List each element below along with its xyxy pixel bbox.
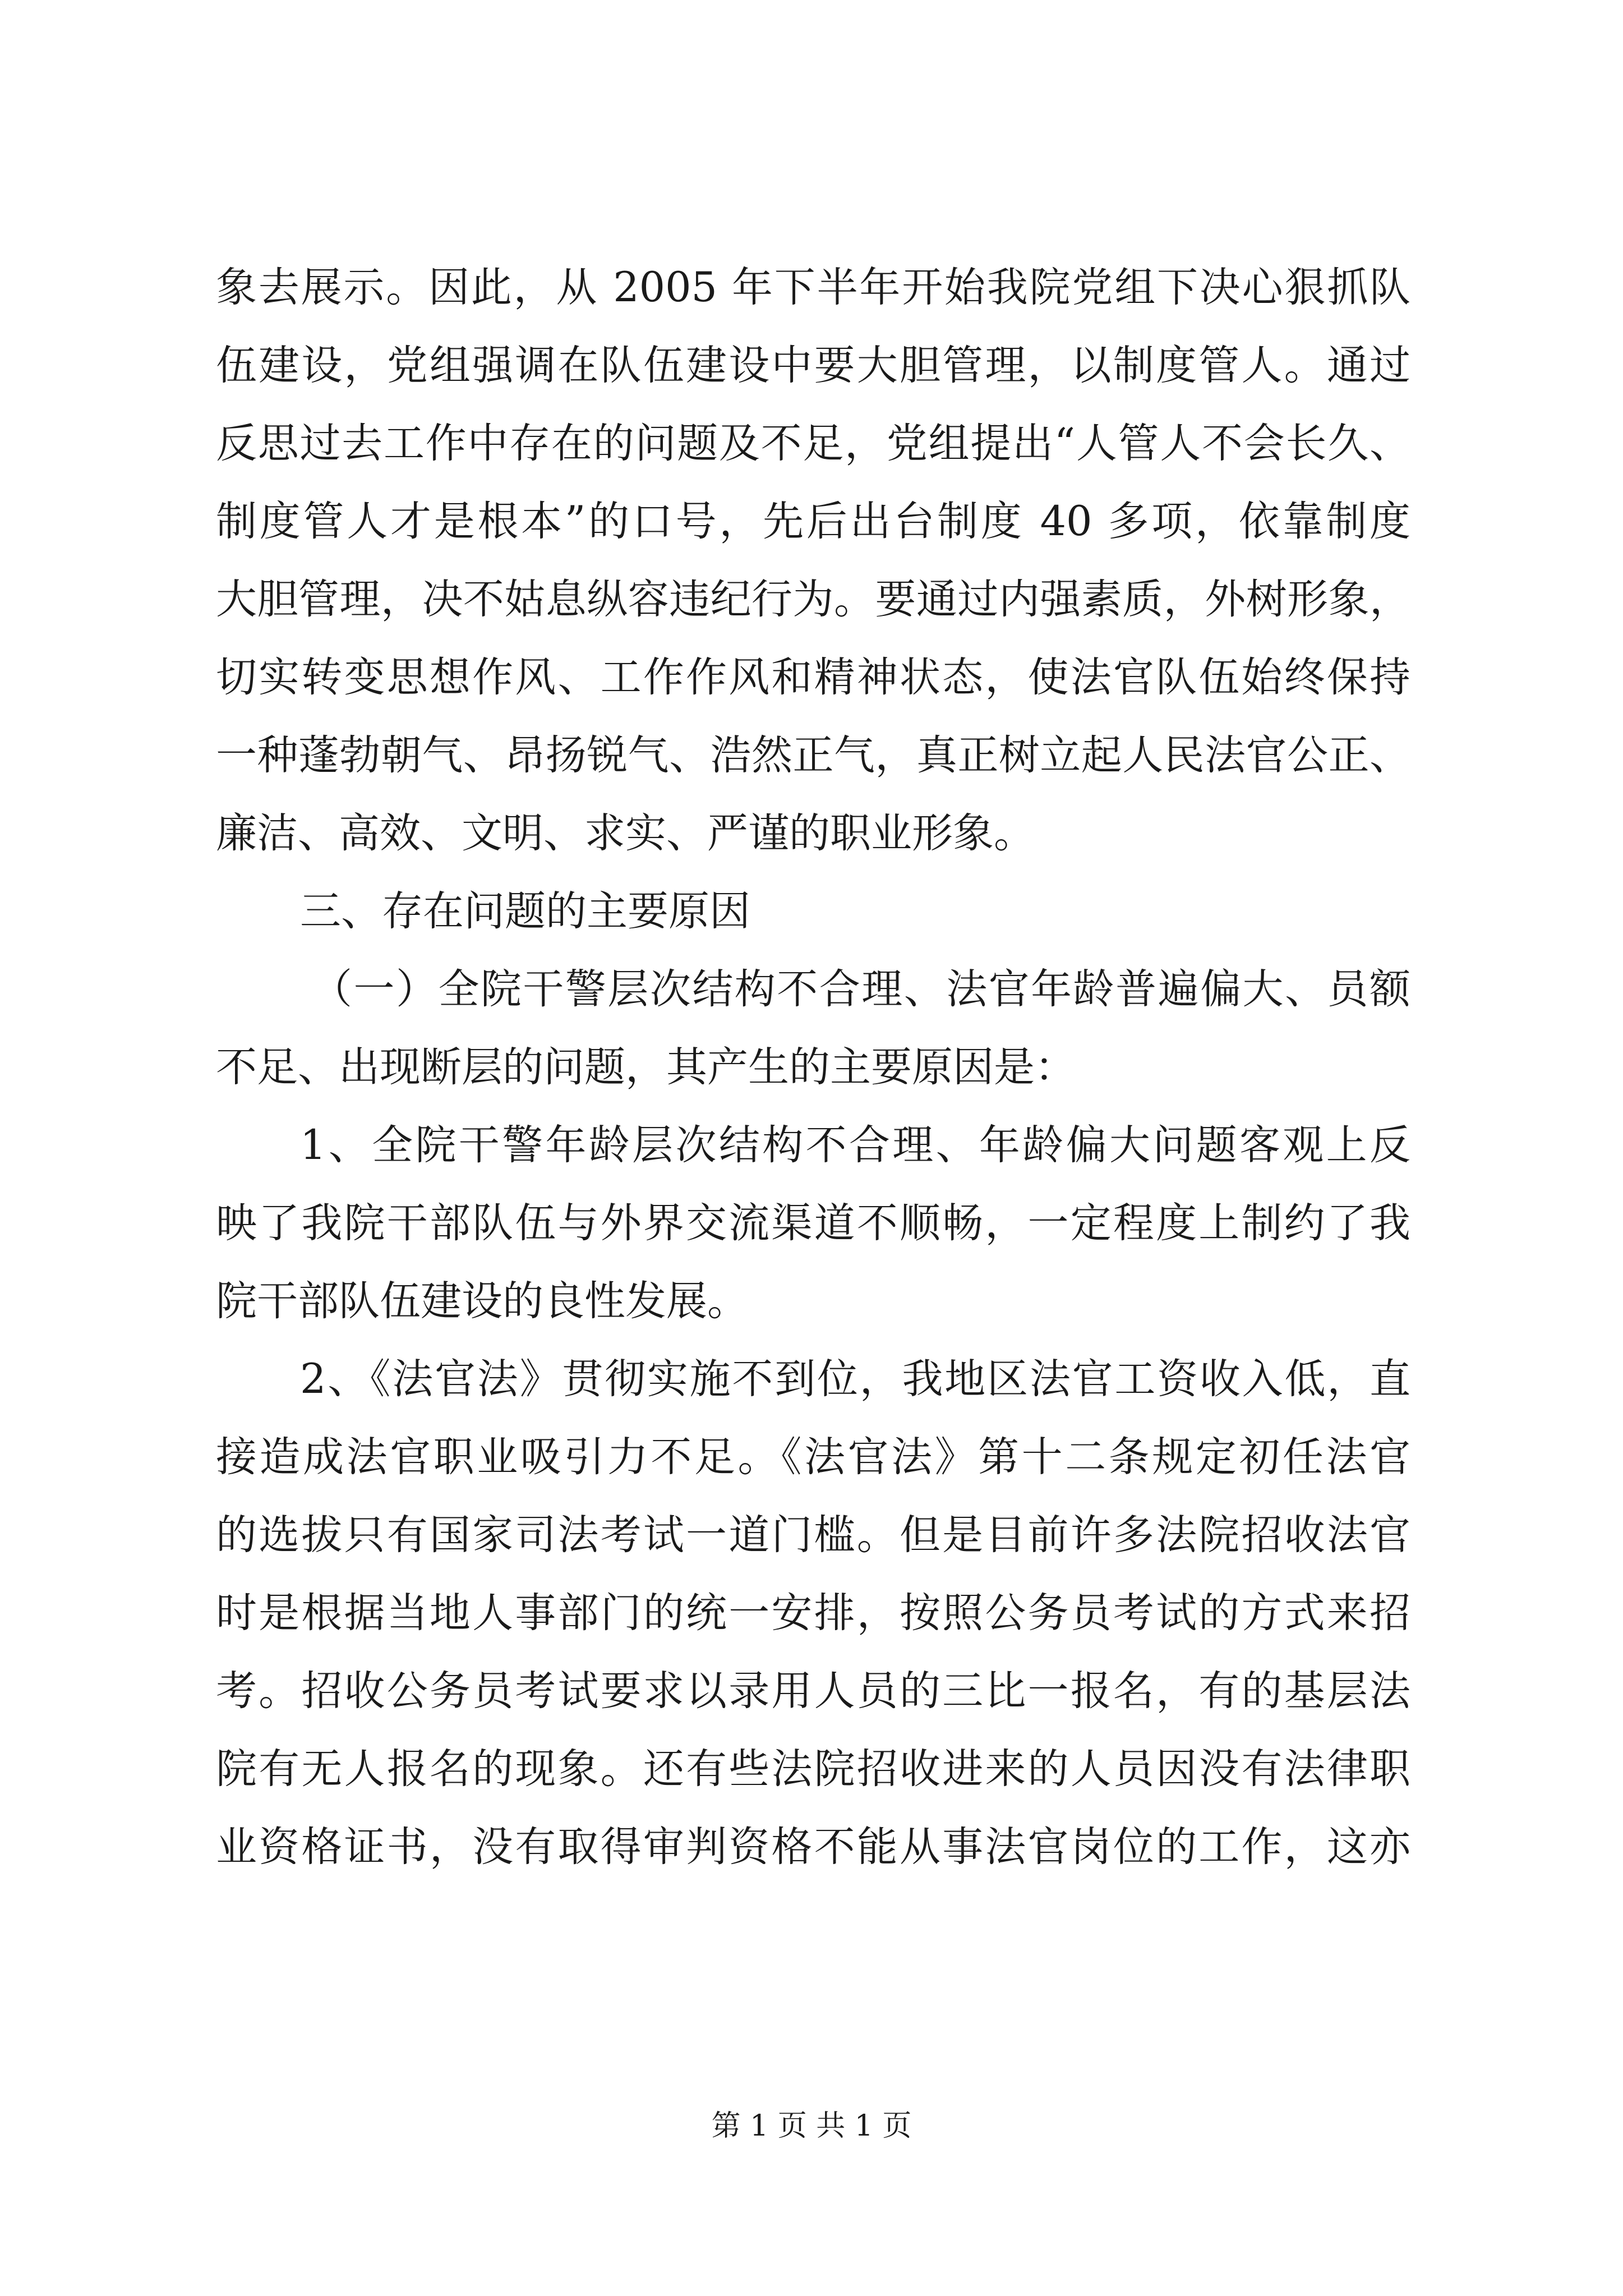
text-line: 考。招收公务员考试要求以录用人员的三比一报名，有的基层法 bbox=[216, 1667, 1410, 1715]
text-line: 院有无人报名的现象。还有些法院招收进来的人员因没有法律职 bbox=[216, 1745, 1410, 1793]
text-line: 伍建设，党组强调在队伍建设中要大胆管理，以制度管人。通过 bbox=[216, 342, 1410, 389]
text-line: 1、全院干警年龄层次结构不合理、年龄偏大问题客观上反 bbox=[300, 1121, 1410, 1169]
page-footer: 第 1 页 共 1 页 bbox=[711, 2109, 912, 2143]
text-line: 映了我院干部队伍与外界交流渠道不顺畅，一定程度上制约了我 bbox=[216, 1199, 1410, 1247]
text-line: 廉洁、高效、文明、求实、严谨的职业形象。 bbox=[216, 809, 1035, 857]
text-line: 制度管人才是根本”的口号，先后出台制度 40 多项，依靠制度 bbox=[216, 498, 1410, 545]
text-line: 时是根据当地人事部门的统一安排，按照公务员考试的方式来招 bbox=[216, 1589, 1410, 1637]
text-line: 院干部队伍建设的良性发展。 bbox=[216, 1277, 748, 1325]
text-line: 的选拔只有国家司法考试一道门槛。但是目前许多法院招收法官 bbox=[216, 1511, 1410, 1559]
text-line: （一）全院干警层次结构不合理、法官年龄普遍偏大、员额 bbox=[311, 965, 1410, 1013]
text-line: 反思过去工作中存在的问题及不足，党组提出“人管人不会长久、 bbox=[216, 420, 1410, 467]
text-line: 业资格证书，没有取得审判资格不能从事法官岗位的工作，这亦 bbox=[216, 1823, 1410, 1871]
text-line: 一种蓬勃朝气、昂扬锐气、浩然正气，真正树立起人民法官公正、 bbox=[216, 731, 1410, 779]
text-line: 切实转变思想作风、工作作风和精神状态，使法官队伍始终保持 bbox=[216, 654, 1410, 701]
text-line: 大胆管理，决不姑息纵容违纪行为。要通过内强素质，外树形象， bbox=[216, 576, 1410, 623]
text-line: 不足、出现断层的问题，其产生的主要原因是： bbox=[216, 1043, 1076, 1091]
text-line: 接造成法官职业吸引力不足。《法官法》第十二条规定初任法官 bbox=[216, 1433, 1410, 1481]
section-heading: 三、存在问题的主要原因 bbox=[300, 887, 750, 935]
document-body bbox=[216, 249, 1410, 1886]
text-line: 2、《法官法》贯彻实施不到位，我地区法官工资收入低，直 bbox=[300, 1355, 1410, 1403]
text-line: 象去展示。因此，从 2005 年下半年开始我院党组下决心狠抓队 bbox=[216, 264, 1410, 311]
